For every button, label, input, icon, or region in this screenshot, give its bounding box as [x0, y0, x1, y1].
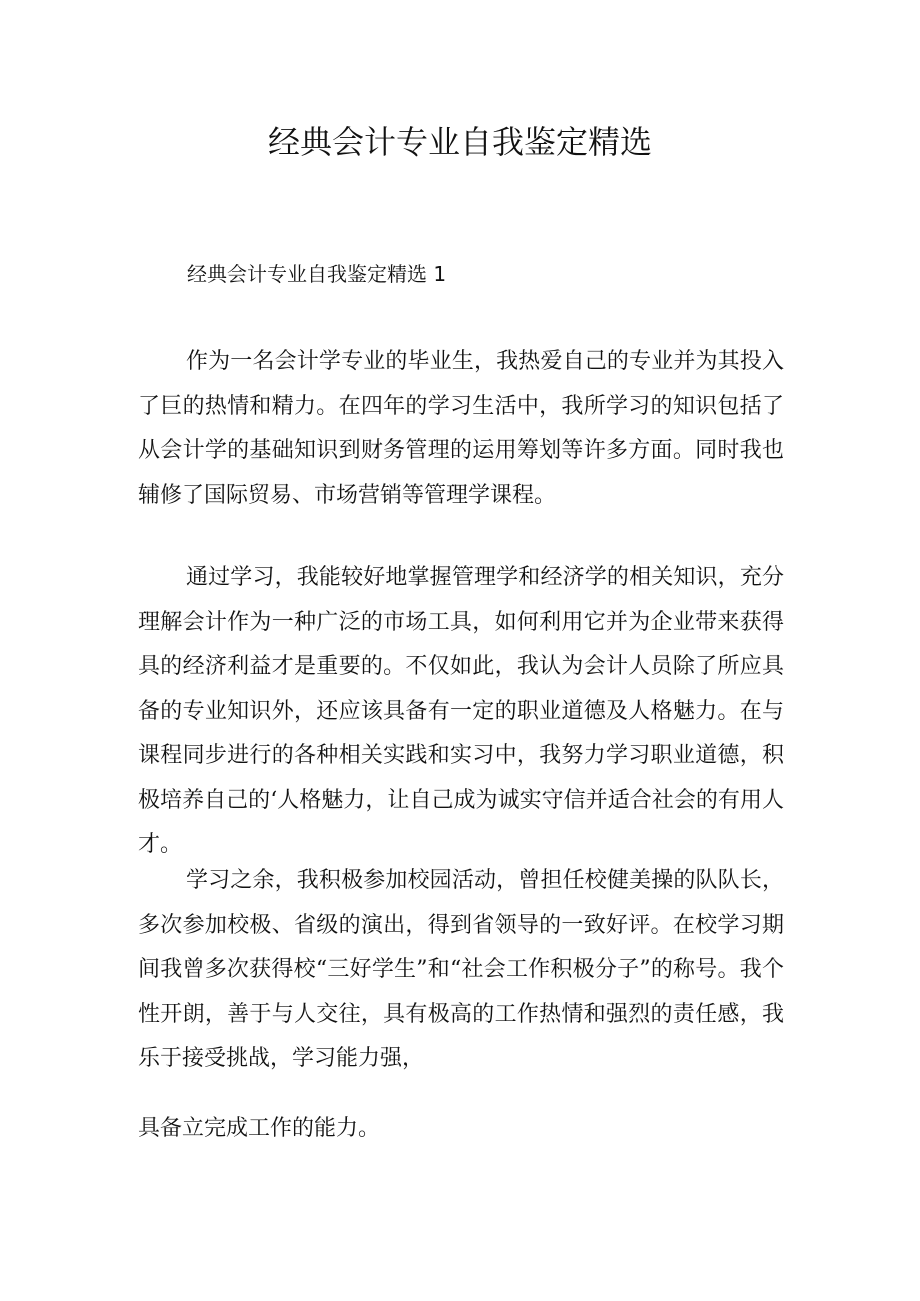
paragraph-2: 通过学习，我能较好地掌握管理学和经济学的相关知识，充分理解会计作为一种广泛的市场工具，如何利用它并为企业带来获得具的经济利益才是重要的。不仅如此，我认为会计人员除了所应具备的专业知识外，还应该具备有一定的职业道德及人格魅力。在与课程同步进行的各种相关实践和实习中，我努力学习职业道德，积极培养自己的‘人格魅力，让自己成为诚实守信并适合社会的有用人才。: [138, 565, 784, 857]
document-title: 经典会计专业自我鉴定精选: [267, 123, 652, 161]
paragraph-3: 学习之余，我积极参加校园活动，曾担任校健美操的队队长，多次参加校极、省级的演出，得到省领导的一致好评。在校学习期间我曾多次获得校“三好学生”和“社会工作积极分子”的称号。我个性开朗，善于与人交往，具有极高的工作热情和强烈的责任感，我乐于接受挑战，学习能力强，: [138, 868, 784, 1071]
paragraph-4: 具备立完成工作的能力。: [138, 1116, 381, 1141]
section-heading: 经典会计专业自我鉴定精选 1: [187, 262, 447, 286]
paragraph-1: 作为一名会计学专业的毕业生，我热爱自己的专业并为其投入了巨的热情和精力。在四年的学习生活中，我所学习的知识包括了从会计学的基础知识到财务管理的运用筹划等许多方面。同时我也辅修了国际贸易、市场营销等管理学课程。: [138, 349, 784, 508]
